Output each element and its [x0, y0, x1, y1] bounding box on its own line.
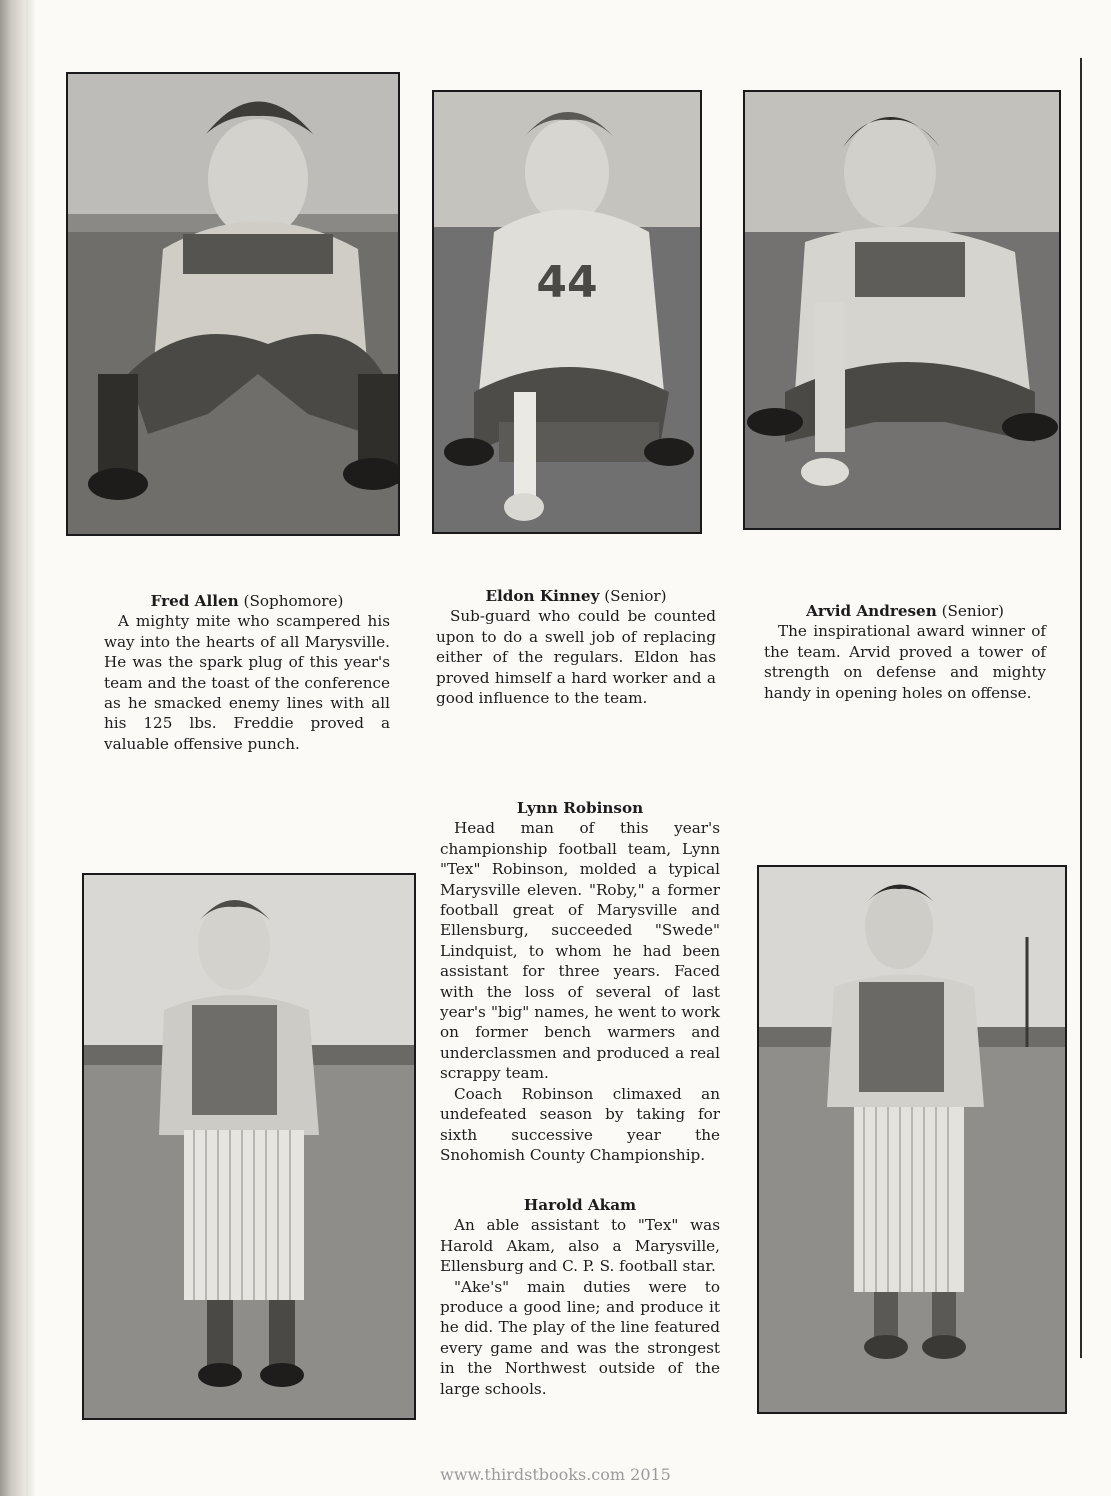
coach-bio-paragraph: Coach Robinson climaxed an undefeated season by taking for sixth successive year the Snohomish County Championship.	[440, 1084, 720, 1164]
caption-eldon-kinney	[436, 586, 716, 708]
photo-fred-allen	[66, 72, 400, 536]
photo-arvid-andresen	[743, 90, 1061, 530]
coach-bio-paragraph: Head man of this year's championship football team, Lynn "Tex" Robinson, molded a typical Marysville eleven. "Roby," a former football great of Marysville and Ellensburg, succeeded "Swede" Lindquist, to whom he had been assistant for three years. Faced with the loss of several of last year's "big" names, he went to work on former bench warmers and underclassmen and produced a real scrappy team.	[440, 819, 720, 1083]
player-class: (Senior)	[604, 587, 667, 605]
player-class: (Sophomore)	[243, 592, 344, 610]
caption-arvid-andresen	[764, 601, 1046, 703]
player-bio: A mighty mite who scampered his way into the hearts of all Marysville. He was the spark plug of this year's team and the toast of the conference as he smacked enemy lines with all his 125 lbs. Freddie proved a valuable offensive punch.	[104, 612, 390, 753]
book-binding-shadow	[0, 0, 26, 1496]
player-bio: Sub-guard who could be counted upon to do a swell job of replacing either of the regulars. Eldon has proved himself a hard worker and a good influence to the team.	[436, 607, 716, 708]
book-binding-fade	[26, 0, 36, 1496]
caption-harold-akam	[440, 1195, 720, 1399]
photo-harold-akam	[757, 865, 1067, 1414]
player-class: (Senior)	[941, 602, 1004, 620]
coach-name: Lynn Robinson	[516, 799, 644, 817]
coach-bio-paragraph: "Ake's" main duties were to produce a good line; and produce it he did. The play of the line featured every game and was the strongest in the Northwest outside of the large schools.	[440, 1277, 720, 1398]
page-edge-rule	[1080, 58, 1082, 1358]
footer-watermark: www.thirdstbooks.com 2015	[440, 1465, 671, 1484]
player-name: Arvid Andresen	[806, 602, 937, 620]
coach-bio-paragraph: An able assistant to "Tex" was Harold Akam, also a Marysville, Ellensburg and C. P. S. football star.	[440, 1216, 720, 1276]
svg-text:44: 44	[536, 257, 598, 308]
player-name: Eldon Kinney	[485, 587, 600, 605]
caption-fred-allen	[104, 591, 390, 754]
coach-name: Harold Akam	[523, 1196, 637, 1214]
photo-lynn-robinson	[82, 873, 416, 1420]
player-bio: The inspirational award winner of the team. Arvid proved a tower of strength on defense and mighty handy in opening holes on offense.	[764, 622, 1046, 702]
photo-eldon-kinney	[432, 90, 702, 534]
player-name: Fred Allen	[150, 592, 239, 610]
caption-lynn-robinson	[440, 798, 720, 1165]
